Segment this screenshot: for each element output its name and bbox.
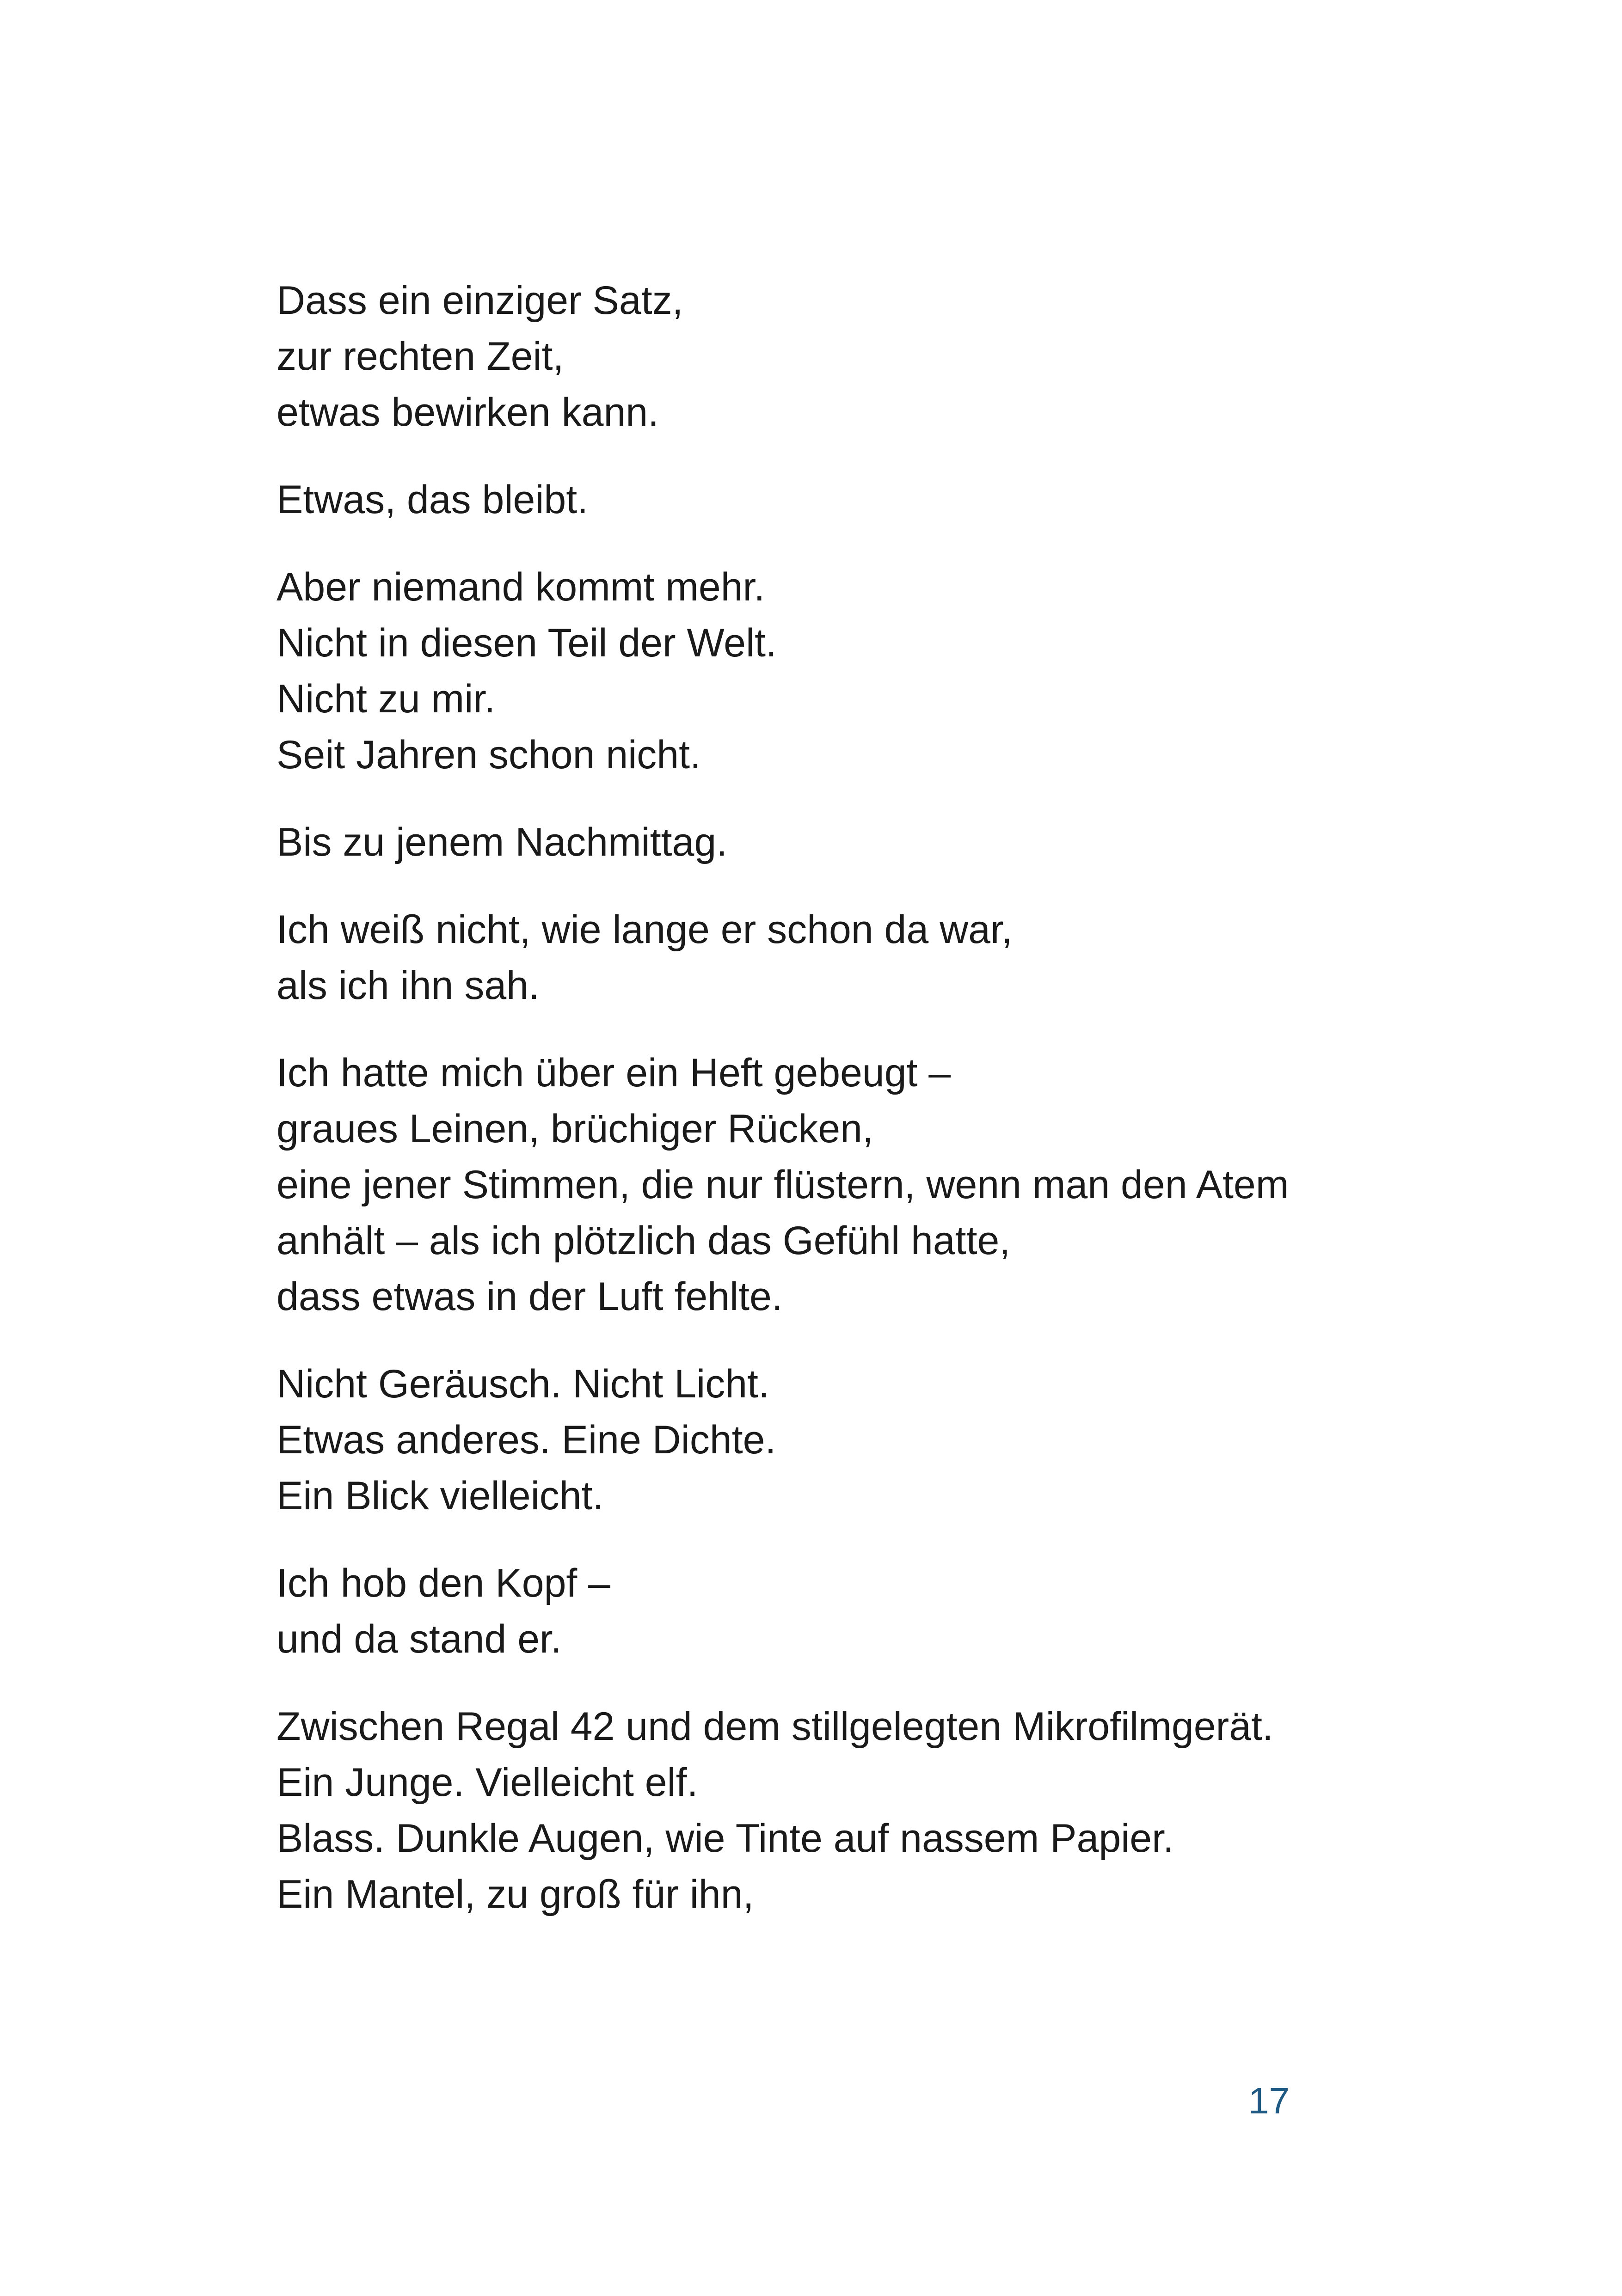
text-line: dass etwas in der Luft fehlte. [276,1274,783,1319]
text-line: Nicht zu mir. [276,677,496,721]
stanza [276,1045,1395,1325]
stanza [276,273,1395,441]
text-line: graues Leinen, brüchiger Rücken, [276,1107,873,1151]
stanza [276,902,1395,1014]
text-line: Nicht in diesen Teil der Welt. [276,621,777,665]
text-line: Aber niemand kommt mehr. [276,565,765,609]
text-line: Bis zu jenem Nachmittag. [276,820,728,864]
text-line: Seit Jahren schon nicht. [276,733,701,777]
stanza [276,1356,1395,1524]
stanza [276,1699,1395,1923]
stanza [276,1555,1395,1667]
text-line: Ein Blick vielleicht. [276,1474,604,1518]
text-line: Ein Mantel, zu groß für ihn, [276,1872,754,1916]
text-line: Etwas anderes. Eine Dichte. [276,1418,776,1462]
text-line: als ich ihn sah. [276,963,540,1008]
text-line: Dass ein einziger Satz, [276,278,683,323]
text-line: Ein Junge. Vielleicht elf. [276,1760,698,1805]
text-line: zur rechten Zeit, [276,334,564,379]
stanza [276,472,1395,528]
text-line: etwas bewirken kann. [276,390,659,435]
stanza [276,814,1395,870]
text-line: eine jener Stimmen, die nur flüstern, wenn man den Atem [276,1163,1289,1207]
text-line: Blass. Dunkle Augen, wie Tinte auf nassem Papier. [276,1816,1174,1861]
stanza [276,559,1395,783]
text-line: Nicht Geräusch. Nicht Licht. [276,1362,769,1406]
text-line: Etwas, das bleibt. [276,478,589,522]
text-line: und da stand er. [276,1617,562,1661]
text-line: Ich weiß nicht, wie lange er schon da war, [276,907,1013,952]
text-line: anhält – als ich plötzlich das Gefühl hatte, [276,1218,1011,1263]
text-line: Zwischen Regal 42 und dem stillgelegten Mikrofilmgerät. [276,1704,1273,1749]
page-number: 17 [1248,2080,1290,2121]
text-line: Ich hatte mich über ein Heft gebeugt – [276,1051,951,1095]
text-line: Ich hob den Kopf – [276,1561,611,1605]
body-text [276,273,1395,1954]
